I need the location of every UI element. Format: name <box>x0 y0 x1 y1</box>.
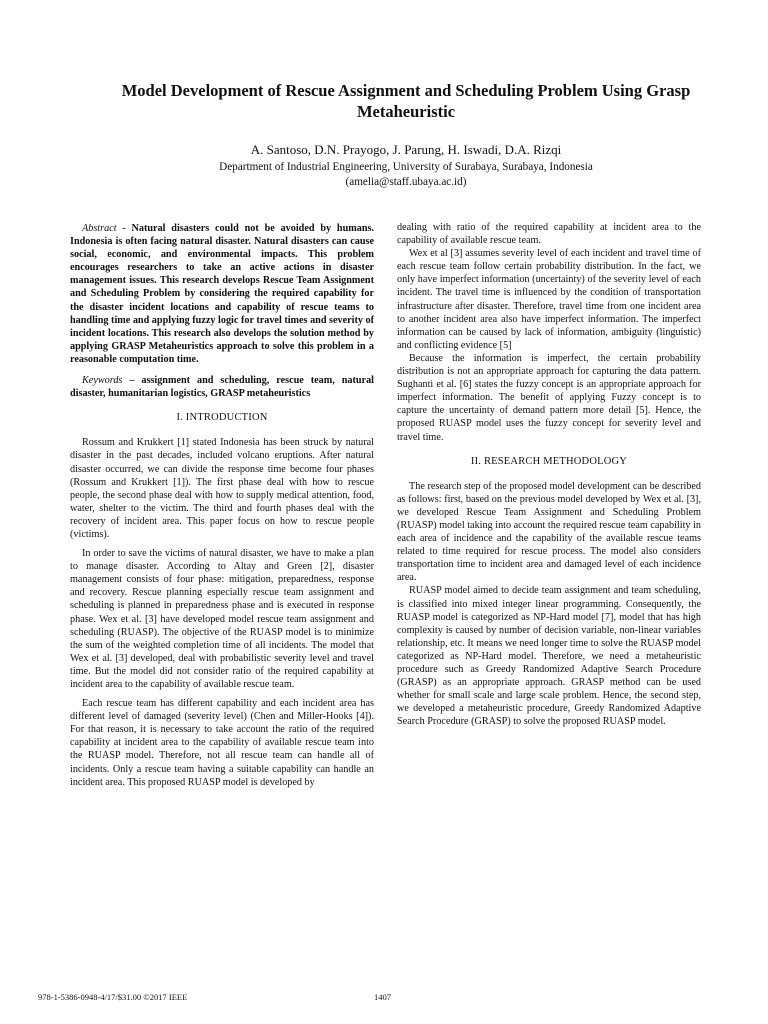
right-column <box>397 221 701 728</box>
footer-isbn: 978-1-5386-0948-4/17/$31.00 ©2017 IEEE <box>38 992 188 1002</box>
keywords-text: – assignment and scheduling, rescue team, natural disaster, humanitarian logistics, GRASP metaheuristics <box>70 375 374 400</box>
abstract-label: Abstract <box>82 223 117 234</box>
section-heading-methodology: II. RESEARCH METHODOLOGY <box>470 455 628 467</box>
paragraph: Wex et al [3] assumes severity level of each incident and travel time of each rescue team follow certain probability distribution. In the fact, we only have imperfect information (uncertainty) of the severity level of each incident. The travel time is influenced by the condition of transportation infrastructure after disaster. Therefore, travel time from one incident area to another incident area also have imperfect information. The imperfect information can be caused by lack of information, ambiguity (linguistic) and conflicting evidence [5] <box>397 248 701 351</box>
affiliation: Department of Industrial Engineering, University of Surabaya, Surabaya, Indonesia <box>219 161 593 173</box>
page-number: 1407 <box>374 992 391 1002</box>
paragraph: The research step of the proposed model development can be described as follows: first, based on the previous model developed by Wex et al. [3], we developed Rescue Team Assignment and Scheduling Problem (RUASP) model taking into account the required rescue team capability in each area of incidence and the capability of the available rescue teams related to time required for rescue process. The model also considers transportation time to incident area and damaged level of each incidence area. <box>397 480 701 584</box>
abstract-text: - Natural disasters could not be avoided by humans. Indonesia is often facing natural disaster. Natural disasters can cause social, economic, and environmental impacts. This problem encourages researchers to take an active actions in disaster management issues. This research develops Rescue Team Assignment and Scheduling Problem by considering the required capability for the disaster incident locations and capability of rescue teams to handling time and applying fuzzy logic for travel times and severity of incident locations. This research also develops the solution method by applying GRASP Metaheuristics approach to solve this problem in a reasonable computation time. <box>70 223 375 365</box>
section-heading-introduction: I. INTRODUCTION <box>176 412 268 424</box>
paper-title: Model Development of Rescue Assignment and Scheduling Problem Using Grasp Metaheuristic <box>121 81 691 121</box>
paragraph: RUASP model aimed to decide team assignment and team scheduling, is classified into mixed integer linear programming. Consequently, the RUASP model is categorized as NP-Hard model [7], model that has high complexity is caused by number of decision variable, non-linear variables relationship, etc. It means we need longer time to solve the RUASP model categorized as NP-Hard model. Therefore, we need a metaheuristic procedure such as Greedy Randomized Adaptive Search Procedure (GRASP) as an appropriate approach. GRASP method can be used whether for small scale and large scale problem. Hence, the second step, we developed a metaheuristic procedure, Greedy Randomized Adaptive Search Procedure (GRASP) to solve the proposed RUASP model. <box>397 585 701 728</box>
keywords-label: Keywords <box>82 375 123 387</box>
paragraph: dealing with ratio of the required capability at incident area to the capability of available rescue team. <box>397 222 701 247</box>
paragraph: Rossum and Krukkert [1] stated Indonesia has been struck by natural disaster in the past decades, included volcano eruptions. After natural disaster occurred, we can divide the response time become four phases (Rossum and Krukkert [1]). The first phase deal with how to rescue people, the second phase deal with how to supply medical attention, food, water, shelter to the victim. The third and fourth phases deal with the recovery of incident area. This paper focus on how to rescue people (victims). <box>70 437 374 540</box>
paragraph: In order to save the victims of natural disaster, we have to make a plan to manage disaster. According to Altay and Green [2], disaster management consists of four phase: mitigation, preparedness, response and recovery. Rescue planning especially rescue team assignment and scheduling is planned in preparedness phase and is executed in response phase. Wex et al. [3] have developed model rescue team assignment and scheduling (RUASP). The objective of the RUASP model is to minimize the sum of the weighted completion time of all incidents. The model that Wex et al. [3] developed, deal with probabilistic severity level and travel time. But the model did not consider ratio of the required capability at incident area to the capability of available rescue team. <box>70 548 374 690</box>
contact-email: (amelia@staff.ubaya.ac.id) <box>345 175 467 188</box>
affiliation-block <box>96 160 716 189</box>
abstract <box>70 222 374 366</box>
author-list: A. Santoso, D.N. Prayogo, J. Parung, H. Iswadi, D.A. Rizqi <box>250 142 562 157</box>
paragraph: Each rescue team has different capability and each incident area has different level of damaged (severity level) (Chen and Miller-Hooks [4]). For that reason, it is necessary to take account the ratio of the required capability at incident area to the capability of available rescue team into the RUASP model. Therefore, not all rescue team can handle all of incidents. Only a rescue team having a suitable capability can handle an incident area. This proposed RUASP model is developed by <box>70 698 374 788</box>
keywords <box>70 374 374 400</box>
left-column <box>70 222 374 789</box>
paragraph: Because the information is imperfect, the certain probability distribution is not an appropriate approach for capturing the data pattern. Sughanti et al. [6] states the fuzzy concept is an appropriate approach for imperfect information. The benefit of applying Fuzzy concept is to capture the uncertainty of demand pattern more detail [5]. Hence, the proposed RUASP model uses the fuzzy concept for severity level and travel time. <box>397 352 701 443</box>
